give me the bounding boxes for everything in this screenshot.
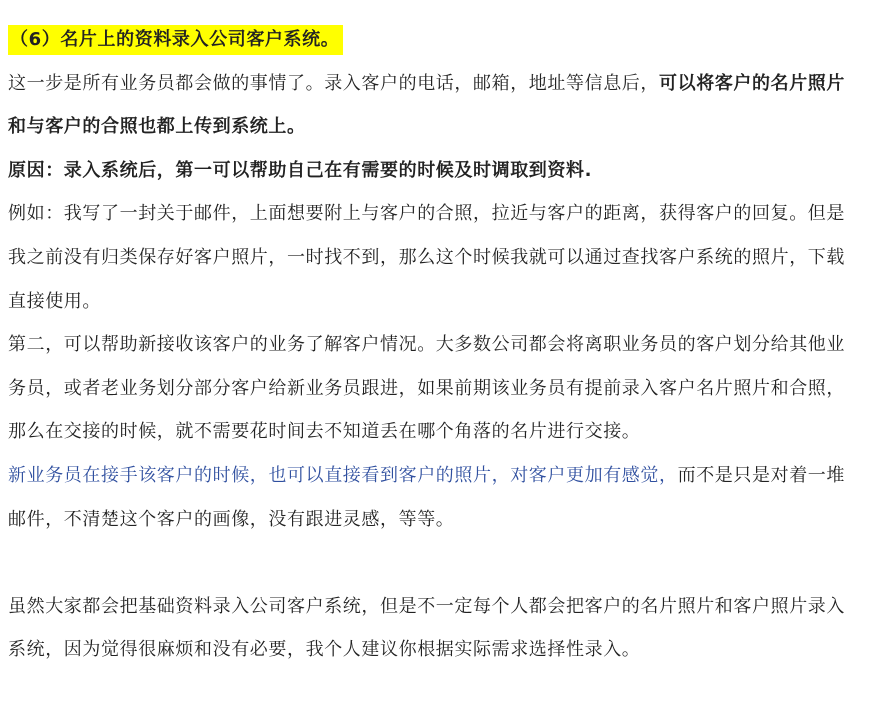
article-body [8,18,858,672]
new-staff-blue-text: 新业务员在接手该客户的时候，也可以直接看到客户的照片，对客户更加有感觉， [8,464,678,486]
paragraph-example: 例如：我写了一封关于邮件，上面想要附上与客户的合照，拉近与客户的距离，获得客户的回复。但是我之前没有归类保存好客户照片，一时找不到，那么这个时候我就可以通过查找客户系统的照片，下载直接使用。 [8,203,845,312]
new-staff-text: 而不是只是对着一堆邮件，不清楚这个客户的画像，没有跟进灵感，等等。 [8,464,846,530]
paragraph-conclusion: 虽然大家都会把基础资料录入公司客户系统，但是不一定每个人都会把客户的名片照片和客户照片录入系统，因为觉得很麻烦和没有必要，我个人建议你根据实际需求选择性录入。 [8,595,845,661]
intro-text: 这一步是所有业务员都会做的事情了。录入客户的电话，邮箱，地址等信息后， [8,72,659,94]
intro-bold-text: 可以将客户的名片照片和与客户的合照也都上传到系统上。 [8,72,845,138]
paragraph-new-staff [8,454,858,541]
paragraph-reason: 原因：录入系统后，第一可以帮助自己在有需要的时候及时调取到资料. [8,159,593,181]
section-heading: （6）名片上的资料录入公司客户系统。 [8,25,343,55]
paragraph-second: 第二，可以帮助新接收该客户的业务了解客户情况。大多数公司都会将离职业务员的客户划分给其他业务员，或者老业务划分部分客户给新业务员跟进，如果前期该业务员有提前录入客户名片照片和合照，那么在交接的时候，就不需要花时间去不知道丢在哪个角落的名片进行交接。 [8,334,845,443]
blank-line [8,541,858,585]
paragraph-intro [8,62,858,149]
